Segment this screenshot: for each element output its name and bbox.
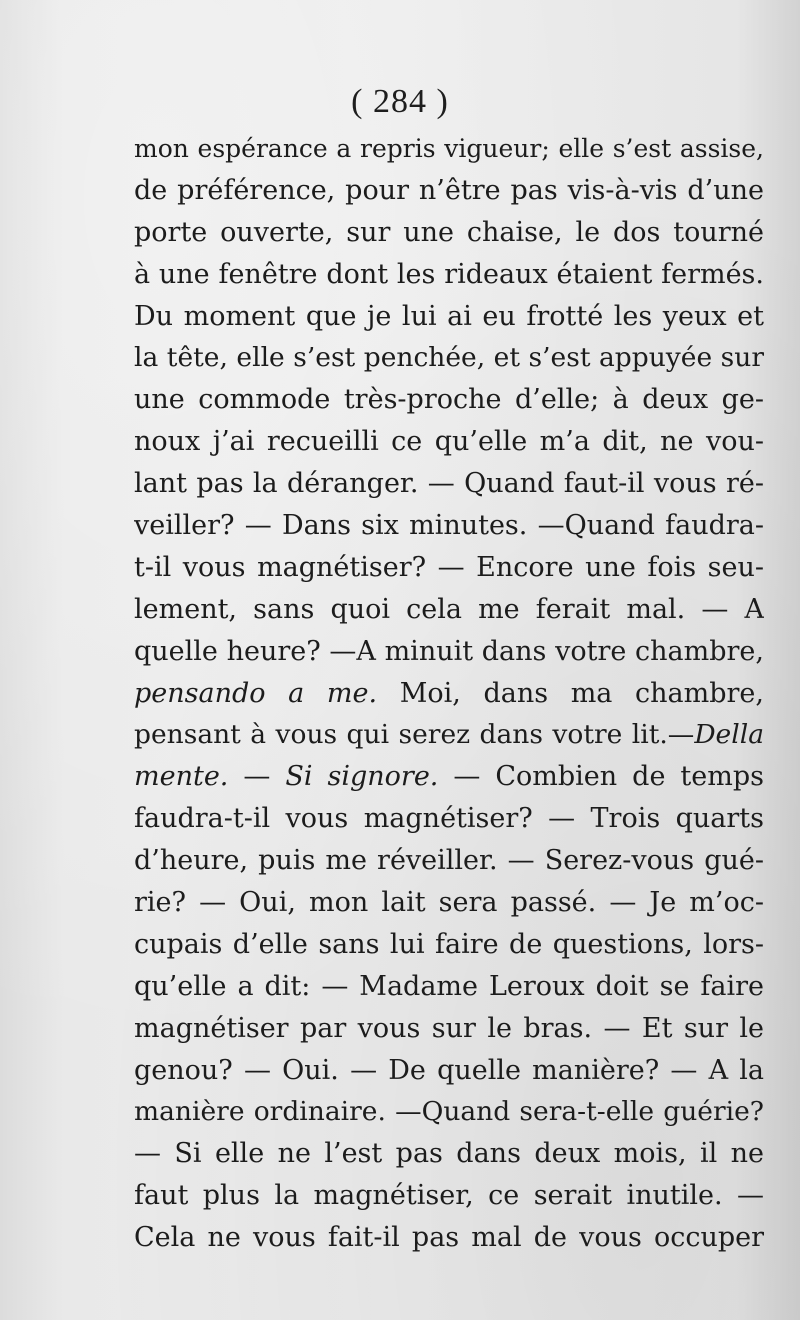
text-line: une commode très-proche d’elle; à deux ge- xyxy=(134,384,764,416)
text-fragment: Moi, dans ma chambre, xyxy=(377,677,764,709)
text-line: à une fenêtre dont les rideaux étaient fermés. xyxy=(134,258,764,290)
text-line: faut plus la magnétiser, ce serait inutile. — xyxy=(134,1180,764,1212)
text-line: lant pas la déranger. — Quand faut-il vous ré- xyxy=(134,468,764,500)
text-line xyxy=(134,714,764,756)
text-line: Du moment que je lui ai eu frotté les yeux et xyxy=(134,300,764,332)
text-line: mon espérance a repris vigueur; elle s’est assise, xyxy=(134,134,764,163)
text-fragment: — Combien de temps xyxy=(438,761,764,793)
text-line: genou? — Oui. — De quelle manière? — A la xyxy=(134,1054,764,1086)
text-line: qu’elle a dit: — Madame Leroux doit se faire xyxy=(134,970,764,1002)
text-line: veiller? — Dans six minutes. —Quand faudra- xyxy=(134,510,764,542)
italic-phrase: Si signore. xyxy=(285,761,439,793)
text-line: de préférence, pour n’être pas vis-à-vis d’une xyxy=(134,174,764,206)
body-text xyxy=(134,128,764,1259)
text-line: magnétiser par vous sur le bras. — Et sur le xyxy=(134,1012,764,1044)
text-line: cupais d’elle sans lui faire de questions, lors- xyxy=(134,928,764,960)
text-line: d’heure, puis me réveiller. — Serez-vous gué- xyxy=(134,845,764,877)
text-line: rie? — Oui, mon lait sera passé. — Je m’oc- xyxy=(134,887,764,919)
text-line: noux j’ai recueilli ce qu’elle m’a dit, ne vou- xyxy=(134,426,764,458)
text-line: quelle heure? —A minuit dans votre chambre, xyxy=(134,635,764,667)
italic-phrase: mente. xyxy=(134,761,229,793)
page-number: ( 284 ) xyxy=(351,83,449,120)
text-line xyxy=(134,756,764,798)
text-line: lement, sans quoi cela me ferait mal. — A xyxy=(134,593,764,625)
text-line xyxy=(134,673,764,715)
text-line: faudra-t-il vous magnétiser? — Trois quarts xyxy=(134,803,764,835)
text-line: la tête, elle s’est penchée, et s’est appuyée sur xyxy=(134,342,764,374)
text-line: porte ouverte, sur une chaise, le dos tourné xyxy=(134,216,764,248)
text-line: manière ordinaire. —Quand sera-t-elle guérie? xyxy=(134,1096,764,1128)
text-line: — Si elle ne l’est pas dans deux mois, il ne xyxy=(134,1138,764,1170)
italic-phrase: pensando a me. xyxy=(134,677,378,709)
text-fragment: pensant à vous qui serez dans votre lit.— xyxy=(134,719,695,751)
text-line: t-il vous magnétiser? — Encore une fois seu- xyxy=(134,551,764,583)
text-fragment: — xyxy=(228,761,286,793)
italic-phrase: Della xyxy=(694,719,764,751)
text-line: Cela ne vous fait-il pas mal de vous occuper xyxy=(134,1222,764,1254)
